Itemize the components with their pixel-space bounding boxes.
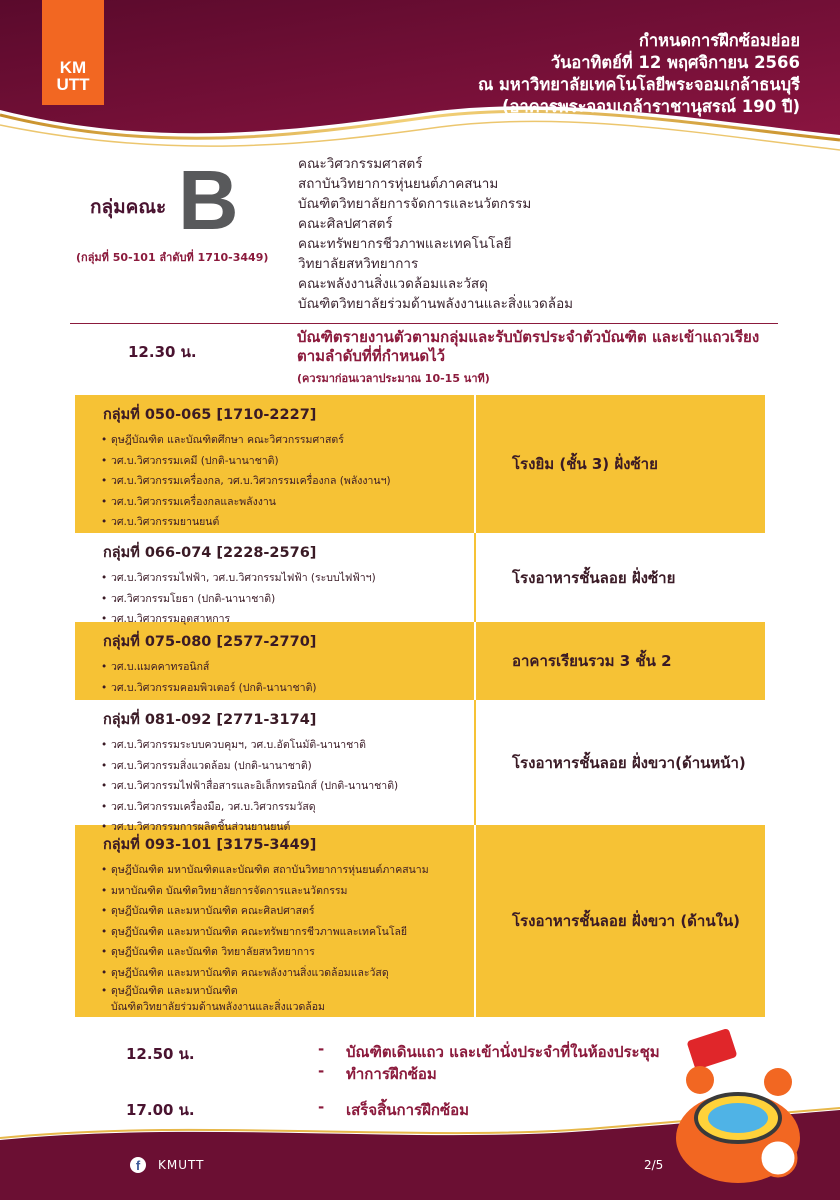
- program-item: • วศ.บ.แมคคาทรอนิกส์: [103, 657, 474, 678]
- program-item: • ดุษฎีบัณฑิต และมหาบัณฑิต: [103, 983, 474, 999]
- faculty-item: คณะพลังงานสิ่งแวดล้อมและวัสดุ: [298, 276, 488, 292]
- program-item: บัณฑิตวิทยาลัยร่วมด้านพลังงานและสิ่งแวดล้อม: [111, 1001, 325, 1013]
- row-location-cell: [474, 825, 765, 1017]
- schedule-text: เสร็จสิ้นการฝึกซ้อม: [346, 1101, 470, 1119]
- row-title: กลุ่มที่ 066-074 [2228-2576]: [103, 545, 317, 561]
- group-table: [75, 395, 765, 1017]
- schedule-text: บัณฑิตเดินแถว และเข้านั่งประจำที่ในห้องประชุม: [346, 1043, 660, 1061]
- row-details: [75, 825, 474, 1017]
- program-item: • วศ.บ.วิศวกรรมเคมี (ปกติ-นานาชาติ): [103, 451, 474, 472]
- report-title: บัณฑิตรายงานตัวตามกลุ่มและรับบัตรประจำตัวบัณฑิต และเข้าแถวเรียงตามลำดับที่ที่กำหนดไว้: [297, 328, 760, 365]
- row-location: โรงยิม (ชั้น 3) ฝั่งซ้าย: [512, 455, 658, 473]
- header-line2: วันอาทิตย์ที่ 12 พฤศจิกายน 2566: [550, 53, 800, 72]
- program-item: • วศ.บ.วิศวกรรมระบบควบคุมฯ, วศ.บ.อัตโนมัติ-นานาชาติ: [103, 735, 474, 756]
- header-line4: (อาคารพระจอมเกล้าราชานุสรณ์ 190 ปี): [502, 97, 800, 116]
- row-location: โรงอาหารชั้นลอย ฝั่งขวา (ด้านใน): [512, 912, 741, 930]
- kmutt-logo: [42, 0, 104, 105]
- program-item: • ดุษฎีบัณฑิต และมหาบัณฑิต คณะทรัพยากรชีวภาพและเทคโนโลยี: [103, 922, 474, 943]
- logo-line2: UTT: [56, 75, 90, 94]
- faculty-item: คณะวิศวกรรมศาสตร์: [298, 156, 423, 172]
- program-list: [103, 657, 474, 698]
- faculty-item: สถาบันวิทยาการหุ่นยนต์ภาคสนาม: [298, 176, 499, 192]
- program-item: • วศ.บ.วิศวกรรมไฟฟ้า, วศ.บ.วิศวกรรมไฟฟ้า (ระบบไฟฟ้าฯ): [103, 568, 474, 589]
- program-item: • ดุษฎีบัณฑิต มหาบัณฑิตและบัณฑิต สถาบันวิทยาการหุ่นยนต์ภาคสนาม: [103, 860, 474, 881]
- program-list: [103, 735, 474, 838]
- row-details: [75, 622, 474, 700]
- report-note: (ควรมาก่อนเวลาประมาณ 10-15 นาที): [297, 372, 490, 385]
- group-range: (กลุ่มที่ 50-101 ลำดับที่ 1710-3449): [76, 251, 269, 264]
- row-location: โรงอาหารชั้นลอย ฝั่งขวา(ด้านหน้า): [512, 753, 746, 772]
- mascot-illustration: [660, 1020, 810, 1190]
- program-item: • วศ.บ.วิศวกรรมไฟฟ้าสื่อสารและอิเล็กทรอนิกส์ (ปกติ-นานาชาติ): [103, 776, 474, 797]
- table-row: [75, 533, 765, 625]
- program-list: [103, 860, 474, 1015]
- program-item: • ดุษฎีบัณฑิต และบัณฑิตศึกษา คณะวิศวกรรมศาสตร์: [103, 430, 474, 451]
- report-time: 12.30 น.: [128, 343, 197, 361]
- program-item: • ดุษฎีบัณฑิต และมหาบัณฑิต คณะพลังงานสิ่งแวดล้อมและวัสดุ: [103, 963, 474, 984]
- logo-line1: KM: [59, 58, 87, 77]
- faculty-item: วิทยาลัยสหวิทยาการ: [298, 256, 419, 272]
- program-item: • วศ.บ.วิศวกรรมเครื่องกล, วศ.บ.วิศวกรรมเครื่องกล (พลังงานฯ): [103, 471, 474, 492]
- row-details: [75, 700, 474, 833]
- schedule-text: ทำการฝึกซ้อม: [346, 1065, 437, 1083]
- page-number: 2/5: [644, 1158, 664, 1172]
- program-item: • วศ.บ.วิศวกรรมยานยนต์: [103, 512, 474, 533]
- program-list: [103, 430, 474, 533]
- faculty-item: บัณฑิตวิทยาลัยการจัดการและนวัตกรรม: [298, 196, 532, 212]
- group-letter: B: [178, 153, 239, 247]
- program-item: • ดุษฎีบัณฑิต และบัณฑิต วิทยาลัยสหวิทยาการ: [103, 942, 474, 963]
- footer-social: KMUTT: [158, 1158, 205, 1172]
- program-list: [103, 568, 474, 630]
- faculty-list: [298, 154, 573, 314]
- row-location-cell: [474, 395, 765, 533]
- row-location: โรงอาหารชั้นลอย ฝั่งซ้าย: [512, 568, 676, 587]
- row-details: [75, 395, 474, 533]
- program-item: • วศ.บ.วิศวกรรมเครื่องกลและพลังงาน: [103, 492, 474, 513]
- row-details: [75, 533, 474, 625]
- row-location-cell: [474, 622, 765, 700]
- schedule-time: 17.00 น.: [126, 1101, 195, 1119]
- row-title: กลุ่มที่ 093-101 [3175-3449]: [103, 837, 317, 853]
- table-row: [75, 622, 765, 700]
- program-item: • วศ.วิศวกรรมโยธา (ปกติ-นานาชาติ): [103, 589, 474, 610]
- faculty-item: บัณฑิตวิทยาลัยร่วมด้านพลังงานและสิ่งแวดล้อม: [298, 296, 574, 312]
- program-item: • วศ.บ.วิศวกรรมอุตสาหการ: [103, 609, 474, 630]
- row-title: กลุ่มที่ 081-092 [2771-3174]: [103, 712, 317, 728]
- header-line3: ณ มหาวิทยาลัยเทคโนโลยีพระจอมเกล้าธนบุรี: [477, 75, 800, 94]
- divider: [70, 323, 778, 324]
- schedule-dash: -: [318, 1062, 325, 1080]
- row-location-cell: [474, 700, 765, 825]
- program-item: • มหาบัณฑิต บัณฑิตวิทยาลัยการจัดการและนวัตกรรม: [103, 881, 474, 902]
- group-block: [70, 150, 790, 320]
- faculty-item: คณะทรัพยากรชีวภาพและเทคโนโลยี: [298, 236, 512, 252]
- table-row: [75, 700, 765, 833]
- row-title: กลุ่มที่ 050-065 [1710-2227]: [103, 407, 317, 423]
- program-item: • วศ.บ.วิศวกรรมเครื่องมือ, วศ.บ.วิศวกรรมวัสดุ: [103, 797, 474, 818]
- table-row: [75, 825, 765, 1017]
- program-item: • ดุษฎีบัณฑิต และมหาบัณฑิต คณะศิลปศาสตร์: [103, 901, 474, 922]
- report-block: [297, 328, 767, 387]
- row-title: กลุ่มที่ 075-080 [2577-2770]: [103, 634, 317, 650]
- row-location-cell: [474, 533, 765, 622]
- facebook-icon: f: [130, 1157, 146, 1173]
- header-title: [280, 30, 800, 118]
- schedule-dash: -: [318, 1098, 325, 1116]
- schedule-time: 12.50 น.: [126, 1045, 195, 1063]
- row-location: อาคารเรียนรวม 3 ชั้น 2: [512, 652, 672, 670]
- program-item: • วศ.บ.วิศวกรรมคอมพิวเตอร์ (ปกติ-นานาชาติ): [103, 678, 474, 699]
- header-line1: กำหนดการฝึกซ้อมย่อย: [638, 31, 800, 50]
- program-item: • วศ.บ.วิศวกรรมการผลิตชิ้นส่วนยานยนต์: [103, 817, 474, 838]
- faculty-item: คณะศิลปศาสตร์: [298, 216, 393, 232]
- schedule-dash: -: [318, 1040, 325, 1058]
- table-row: [75, 395, 765, 533]
- group-label: กลุ่มคณะ: [90, 196, 167, 218]
- program-item: • วศ.บ.วิศวกรรมสิ่งแวดล้อม (ปกติ-นานาชาติ): [103, 756, 474, 777]
